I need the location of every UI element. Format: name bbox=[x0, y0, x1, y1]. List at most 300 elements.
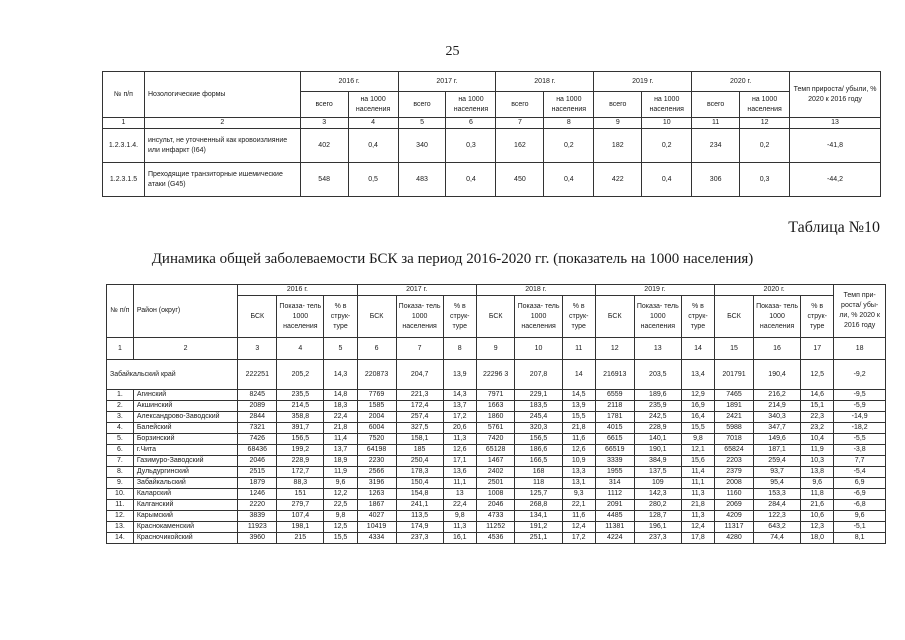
table-row bbox=[103, 163, 881, 197]
data-cell: 4280 bbox=[715, 533, 754, 544]
data-cell: 402 bbox=[300, 129, 348, 163]
data-cell: -5,1 bbox=[834, 522, 886, 533]
data-cell: 3839 bbox=[238, 511, 277, 522]
row-district-name: Карымский bbox=[133, 511, 237, 522]
data-cell: 0,4 bbox=[544, 163, 594, 197]
header-year: 2016 г. bbox=[300, 72, 398, 92]
data-cell: 12,9 bbox=[681, 390, 714, 401]
data-cell: 2220 bbox=[238, 500, 277, 511]
data-cell: 2118 bbox=[595, 401, 634, 412]
data-cell: 190,1 bbox=[634, 445, 681, 456]
data-cell: 18,9 bbox=[324, 456, 357, 467]
data-cell: 251,1 bbox=[515, 533, 562, 544]
table-row bbox=[107, 500, 886, 511]
data-cell: 66519 bbox=[595, 445, 634, 456]
column-number: 8 bbox=[443, 338, 476, 360]
data-cell: 17,2 bbox=[443, 412, 476, 423]
data-cell: 216913 bbox=[595, 360, 634, 390]
data-cell: 74,4 bbox=[753, 533, 800, 544]
header-forms: Нозологические формы bbox=[144, 72, 300, 118]
data-cell: -3,8 bbox=[834, 445, 886, 456]
data-cell: 11,3 bbox=[443, 522, 476, 533]
data-cell: 0,2 bbox=[740, 129, 790, 163]
data-cell: 6615 bbox=[595, 434, 634, 445]
table-row bbox=[107, 423, 886, 434]
data-cell: 4733 bbox=[476, 511, 515, 522]
data-cell: -9,5 bbox=[834, 390, 886, 401]
data-cell: 234 bbox=[692, 129, 740, 163]
row-number: 11. bbox=[107, 500, 134, 511]
data-cell: 10,9 bbox=[562, 456, 595, 467]
data-cell: 450 bbox=[496, 163, 544, 197]
data-cell: 1663 bbox=[476, 401, 515, 412]
data-cell: 6559 bbox=[595, 390, 634, 401]
row-number: 7. bbox=[107, 456, 134, 467]
data-cell: 190,4 bbox=[753, 360, 800, 390]
data-cell: 1112 bbox=[595, 489, 634, 500]
data-cell: 320,3 bbox=[515, 423, 562, 434]
data-cell: 2203 bbox=[715, 456, 754, 467]
data-cell: -5,4 bbox=[834, 467, 886, 478]
data-cell: 4224 bbox=[595, 533, 634, 544]
data-cell: 183,5 bbox=[515, 401, 562, 412]
row-district-name: Каларский bbox=[133, 489, 237, 500]
row-district-name: Калганский bbox=[133, 500, 237, 511]
column-number: 3 bbox=[238, 338, 277, 360]
data-cell: 122,3 bbox=[753, 511, 800, 522]
data-cell: 191,2 bbox=[515, 522, 562, 533]
table-row bbox=[107, 401, 886, 412]
header-year: 2018 г. bbox=[476, 285, 595, 296]
data-cell: -18,2 bbox=[834, 423, 886, 434]
data-cell: 22,4 bbox=[443, 500, 476, 511]
data-cell: 109 bbox=[634, 478, 681, 489]
header-pct: % в струк- туре bbox=[324, 296, 357, 338]
data-cell: 88,3 bbox=[277, 478, 324, 489]
data-cell: 1891 bbox=[715, 401, 754, 412]
data-cell: 11,1 bbox=[681, 478, 714, 489]
header-pct: % в струк- туре bbox=[443, 296, 476, 338]
data-cell: 2069 bbox=[715, 500, 754, 511]
data-cell: 196,1 bbox=[634, 522, 681, 533]
data-cell: 113,5 bbox=[396, 511, 443, 522]
data-cell: 9,8 bbox=[324, 511, 357, 522]
data-cell: 257,4 bbox=[396, 412, 443, 423]
data-cell: 137,5 bbox=[634, 467, 681, 478]
data-cell: 14 bbox=[562, 360, 595, 390]
data-cell: 11,9 bbox=[801, 445, 834, 456]
table-title: Динамика общей заболеваемости БСК за период 2016-2020 гг. (показатель на 1000 населения) bbox=[151, 251, 754, 267]
row-number: 1.2.3.1.5 bbox=[103, 163, 145, 197]
data-cell: 4209 bbox=[715, 511, 754, 522]
data-cell: 2046 bbox=[238, 456, 277, 467]
row-district-name: г.Чита bbox=[133, 445, 237, 456]
data-cell: 14,8 bbox=[324, 390, 357, 401]
data-cell: 174,9 bbox=[396, 522, 443, 533]
data-cell: -44,2 bbox=[790, 163, 881, 197]
data-cell: 1867 bbox=[357, 500, 396, 511]
data-cell: 6,9 bbox=[834, 478, 886, 489]
data-cell: 2421 bbox=[715, 412, 754, 423]
column-numbers-row bbox=[107, 338, 886, 360]
data-cell: 10419 bbox=[357, 522, 396, 533]
column-number: 1 bbox=[107, 338, 134, 360]
row-number: 1. bbox=[107, 390, 134, 401]
data-cell: 13 bbox=[443, 489, 476, 500]
data-cell: 391,7 bbox=[277, 423, 324, 434]
data-cell: 65128 bbox=[476, 445, 515, 456]
page-number: 25 bbox=[445, 44, 460, 59]
data-cell: 214,5 bbox=[277, 401, 324, 412]
row-district-name: Агинский bbox=[133, 390, 237, 401]
data-cell: 22,4 bbox=[324, 412, 357, 423]
data-cell: 93,7 bbox=[753, 467, 800, 478]
data-cell: 0,5 bbox=[348, 163, 398, 197]
data-cell: 7520 bbox=[357, 434, 396, 445]
data-cell: 215 bbox=[277, 533, 324, 544]
data-cell: 235,5 bbox=[277, 390, 324, 401]
header-year: 2019 г. bbox=[595, 285, 714, 296]
data-cell: 7769 bbox=[357, 390, 396, 401]
data-cell: 172,4 bbox=[396, 401, 443, 412]
data-cell: 2844 bbox=[238, 412, 277, 423]
data-cell: 216,2 bbox=[753, 390, 800, 401]
data-cell: 107,4 bbox=[277, 511, 324, 522]
data-cell: 3339 bbox=[595, 456, 634, 467]
data-cell: 201791 bbox=[715, 360, 754, 390]
table-row bbox=[107, 467, 886, 478]
data-cell: 7321 bbox=[238, 423, 277, 434]
data-cell: 22296 3 bbox=[476, 360, 515, 390]
data-cell: 11252 bbox=[476, 522, 515, 533]
data-cell: 340 bbox=[398, 129, 446, 163]
row-form-name: Преходящие транзиторные ишемические атаки (G45) bbox=[144, 163, 300, 197]
row-number: 5. bbox=[107, 434, 134, 445]
data-cell: 9,6 bbox=[324, 478, 357, 489]
table-row bbox=[103, 129, 881, 163]
data-cell: 14,5 bbox=[562, 390, 595, 401]
data-cell: 4334 bbox=[357, 533, 396, 544]
data-cell: 7971 bbox=[476, 390, 515, 401]
table-row bbox=[107, 412, 886, 423]
data-cell: 11,1 bbox=[443, 478, 476, 489]
data-cell: 2091 bbox=[595, 500, 634, 511]
data-cell: 340,3 bbox=[753, 412, 800, 423]
column-number: 13 bbox=[790, 118, 881, 129]
column-number: 5 bbox=[398, 118, 446, 129]
data-cell: 2046 bbox=[476, 500, 515, 511]
data-cell: 11,4 bbox=[324, 434, 357, 445]
data-cell: 12,4 bbox=[681, 522, 714, 533]
column-number: 18 bbox=[834, 338, 886, 360]
column-number: 6 bbox=[357, 338, 396, 360]
header-indicator: Показа- тель 1000 населения bbox=[634, 296, 681, 338]
column-number: 15 bbox=[715, 338, 754, 360]
row-number: 4. bbox=[107, 423, 134, 434]
column-number: 1 bbox=[103, 118, 145, 129]
data-cell: 384,9 bbox=[634, 456, 681, 467]
data-cell: -6,8 bbox=[834, 500, 886, 511]
data-cell: 4015 bbox=[595, 423, 634, 434]
column-number: 5 bbox=[324, 338, 357, 360]
data-cell: 220873 bbox=[357, 360, 396, 390]
data-cell: 327,5 bbox=[396, 423, 443, 434]
data-cell: -5,9 bbox=[834, 401, 886, 412]
data-cell: 187,1 bbox=[753, 445, 800, 456]
data-cell: 13,9 bbox=[443, 360, 476, 390]
data-cell: 237,3 bbox=[396, 533, 443, 544]
table-row bbox=[107, 445, 886, 456]
table-row bbox=[107, 522, 886, 533]
nosology-table bbox=[102, 71, 881, 197]
data-cell: 13,7 bbox=[443, 401, 476, 412]
data-cell: 280,2 bbox=[634, 500, 681, 511]
header-num: № п/п bbox=[107, 285, 134, 338]
data-cell: 140,1 bbox=[634, 434, 681, 445]
data-cell: 14,3 bbox=[443, 390, 476, 401]
header-per1000: на 1000 населения bbox=[642, 92, 692, 118]
data-cell: 22,1 bbox=[562, 500, 595, 511]
header-indicator: Показа- тель 1000 населения bbox=[753, 296, 800, 338]
column-number: 11 bbox=[692, 118, 740, 129]
data-cell: 0,3 bbox=[740, 163, 790, 197]
data-cell: 358,8 bbox=[277, 412, 324, 423]
header-year: 2018 г. bbox=[496, 72, 594, 92]
data-cell: 11,6 bbox=[562, 434, 595, 445]
row-district-name: Борзинский bbox=[133, 434, 237, 445]
data-cell: 1160 bbox=[715, 489, 754, 500]
table-label: Таблица №10 bbox=[788, 219, 880, 236]
data-cell: 235,9 bbox=[634, 401, 681, 412]
data-cell: 154,8 bbox=[396, 489, 443, 500]
data-cell: 13,3 bbox=[562, 467, 595, 478]
data-cell: 21,6 bbox=[801, 500, 834, 511]
data-cell: 11,8 bbox=[801, 489, 834, 500]
header-bsk: БСК bbox=[357, 296, 396, 338]
data-cell: 422 bbox=[594, 163, 642, 197]
data-cell: -6,9 bbox=[834, 489, 886, 500]
data-cell: 5761 bbox=[476, 423, 515, 434]
data-cell: 156,5 bbox=[515, 434, 562, 445]
data-cell: 15,5 bbox=[562, 412, 595, 423]
column-number: 2 bbox=[144, 118, 300, 129]
data-cell: 548 bbox=[300, 163, 348, 197]
data-cell: 8,1 bbox=[834, 533, 886, 544]
data-cell: 0,3 bbox=[446, 129, 496, 163]
data-cell: 11317 bbox=[715, 522, 754, 533]
data-cell: 279,7 bbox=[277, 500, 324, 511]
row-district-name: Дульдургинский bbox=[133, 467, 237, 478]
data-cell: 16,9 bbox=[681, 401, 714, 412]
column-number: 10 bbox=[515, 338, 562, 360]
row-number: 3. bbox=[107, 412, 134, 423]
row-district-name: Акшинский bbox=[133, 401, 237, 412]
header-total: всего bbox=[300, 92, 348, 118]
data-cell: 162 bbox=[496, 129, 544, 163]
data-cell: 21,8 bbox=[681, 500, 714, 511]
data-cell: 4485 bbox=[595, 511, 634, 522]
data-cell: 68436 bbox=[238, 445, 277, 456]
data-cell: 128,7 bbox=[634, 511, 681, 522]
data-cell: 185 bbox=[396, 445, 443, 456]
column-number: 3 bbox=[300, 118, 348, 129]
data-cell: 12,5 bbox=[324, 522, 357, 533]
data-cell: 11923 bbox=[238, 522, 277, 533]
data-cell: 198,1 bbox=[277, 522, 324, 533]
data-cell: 0,2 bbox=[642, 129, 692, 163]
header-per1000: на 1000 населения bbox=[446, 92, 496, 118]
data-cell: 1781 bbox=[595, 412, 634, 423]
data-cell: 5988 bbox=[715, 423, 754, 434]
data-cell: 237,3 bbox=[634, 533, 681, 544]
data-cell: 4536 bbox=[476, 533, 515, 544]
data-cell: 151 bbox=[277, 489, 324, 500]
data-cell: 11,6 bbox=[562, 511, 595, 522]
column-number: 9 bbox=[476, 338, 515, 360]
data-cell: 228,9 bbox=[277, 456, 324, 467]
row-district-name: Газимуро-Заводский bbox=[133, 456, 237, 467]
header-pct: % в струк- туре bbox=[801, 296, 834, 338]
data-cell: 228,9 bbox=[634, 423, 681, 434]
data-cell: 22,5 bbox=[324, 500, 357, 511]
header-total: всего bbox=[692, 92, 740, 118]
data-cell: 2004 bbox=[357, 412, 396, 423]
header-per1000: на 1000 населения bbox=[348, 92, 398, 118]
table-row bbox=[107, 456, 886, 467]
data-cell: 13,7 bbox=[324, 445, 357, 456]
row-number: 8. bbox=[107, 467, 134, 478]
data-cell: 182 bbox=[594, 129, 642, 163]
data-cell: 9,3 bbox=[562, 489, 595, 500]
data-cell: 0,2 bbox=[544, 129, 594, 163]
data-cell: 12,2 bbox=[324, 489, 357, 500]
column-number: 2 bbox=[133, 338, 237, 360]
table-row bbox=[107, 478, 886, 489]
data-cell: 259,4 bbox=[753, 456, 800, 467]
data-cell: 12,6 bbox=[562, 445, 595, 456]
data-cell: 9,6 bbox=[834, 511, 886, 522]
data-cell: 2402 bbox=[476, 467, 515, 478]
data-cell: 2089 bbox=[238, 401, 277, 412]
data-cell: 13,6 bbox=[443, 467, 476, 478]
column-number: 16 bbox=[753, 338, 800, 360]
data-cell: 17,8 bbox=[681, 533, 714, 544]
header-district: Район (округ) bbox=[133, 285, 237, 338]
data-cell: 2379 bbox=[715, 467, 754, 478]
column-number: 9 bbox=[594, 118, 642, 129]
data-cell: 15,6 bbox=[681, 456, 714, 467]
table-row bbox=[107, 533, 886, 544]
data-cell: 12,1 bbox=[681, 445, 714, 456]
data-cell: -14,9 bbox=[834, 412, 886, 423]
column-number: 12 bbox=[595, 338, 634, 360]
header-num: № п/п bbox=[103, 72, 145, 118]
data-cell: 186,6 bbox=[515, 445, 562, 456]
data-cell: 347,7 bbox=[753, 423, 800, 434]
data-cell: 172,7 bbox=[277, 467, 324, 478]
row-district-name: Балейский bbox=[133, 423, 237, 434]
data-cell: 11,3 bbox=[443, 434, 476, 445]
column-number: 4 bbox=[348, 118, 398, 129]
data-cell: 284,4 bbox=[753, 500, 800, 511]
data-cell: 483 bbox=[398, 163, 446, 197]
data-cell: 221,3 bbox=[396, 390, 443, 401]
data-cell: 153,3 bbox=[753, 489, 800, 500]
data-cell: 7420 bbox=[476, 434, 515, 445]
data-cell: 15,1 bbox=[801, 401, 834, 412]
data-cell: 2501 bbox=[476, 478, 515, 489]
data-cell: 2566 bbox=[357, 467, 396, 478]
data-cell: 2230 bbox=[357, 456, 396, 467]
header-year: 2020 г. bbox=[692, 72, 790, 92]
bsk-table bbox=[106, 284, 886, 544]
column-number: 8 bbox=[544, 118, 594, 129]
data-cell: 13,1 bbox=[562, 478, 595, 489]
header-year: 2017 г. bbox=[357, 285, 476, 296]
column-number: 10 bbox=[642, 118, 692, 129]
table-row bbox=[107, 390, 886, 401]
row-number: 2. bbox=[107, 401, 134, 412]
data-cell: 11,4 bbox=[681, 467, 714, 478]
data-cell: 12,3 bbox=[801, 522, 834, 533]
data-cell: 250,4 bbox=[396, 456, 443, 467]
data-cell: 205,2 bbox=[277, 360, 324, 390]
data-cell: 23,2 bbox=[801, 423, 834, 434]
data-cell: -9,2 bbox=[834, 360, 886, 390]
data-cell: 150,4 bbox=[396, 478, 443, 489]
header-indicator: Показа- тель 1000 населения bbox=[396, 296, 443, 338]
data-cell: 95,4 bbox=[753, 478, 800, 489]
region-row bbox=[107, 360, 886, 390]
data-cell: 7018 bbox=[715, 434, 754, 445]
data-cell: 166,5 bbox=[515, 456, 562, 467]
data-cell: 149,6 bbox=[753, 434, 800, 445]
data-cell: 3960 bbox=[238, 533, 277, 544]
data-cell: 314 bbox=[595, 478, 634, 489]
data-cell: 245,4 bbox=[515, 412, 562, 423]
data-cell: 1467 bbox=[476, 456, 515, 467]
row-number: 9. bbox=[107, 478, 134, 489]
data-cell: 3196 bbox=[357, 478, 396, 489]
row-district-name: Александрово-Заводский bbox=[133, 412, 237, 423]
data-cell: 8245 bbox=[238, 390, 277, 401]
table-row bbox=[107, 511, 886, 522]
header-bsk: БСК bbox=[476, 296, 515, 338]
row-number: 10. bbox=[107, 489, 134, 500]
data-cell: -41,8 bbox=[790, 129, 881, 163]
column-number: 7 bbox=[496, 118, 544, 129]
data-cell: 7,7 bbox=[834, 456, 886, 467]
data-cell: 189,6 bbox=[634, 390, 681, 401]
data-cell: 118 bbox=[515, 478, 562, 489]
data-cell: 13,4 bbox=[681, 360, 714, 390]
row-number: 1.2.3.1.4. bbox=[103, 129, 145, 163]
data-cell: 222251 bbox=[238, 360, 277, 390]
row-number: 12. bbox=[107, 511, 134, 522]
data-cell: 10,4 bbox=[801, 434, 834, 445]
data-cell: 11,9 bbox=[324, 467, 357, 478]
data-cell: 14,6 bbox=[801, 390, 834, 401]
data-cell: 7426 bbox=[238, 434, 277, 445]
data-cell: 203,5 bbox=[634, 360, 681, 390]
data-cell: 7465 bbox=[715, 390, 754, 401]
header-total: всего bbox=[398, 92, 446, 118]
header-year: 2016 г. bbox=[238, 285, 357, 296]
data-cell: 12,5 bbox=[801, 360, 834, 390]
data-cell: 156,5 bbox=[277, 434, 324, 445]
row-district-name: Краснокаменский bbox=[133, 522, 237, 533]
data-cell: 168 bbox=[515, 467, 562, 478]
